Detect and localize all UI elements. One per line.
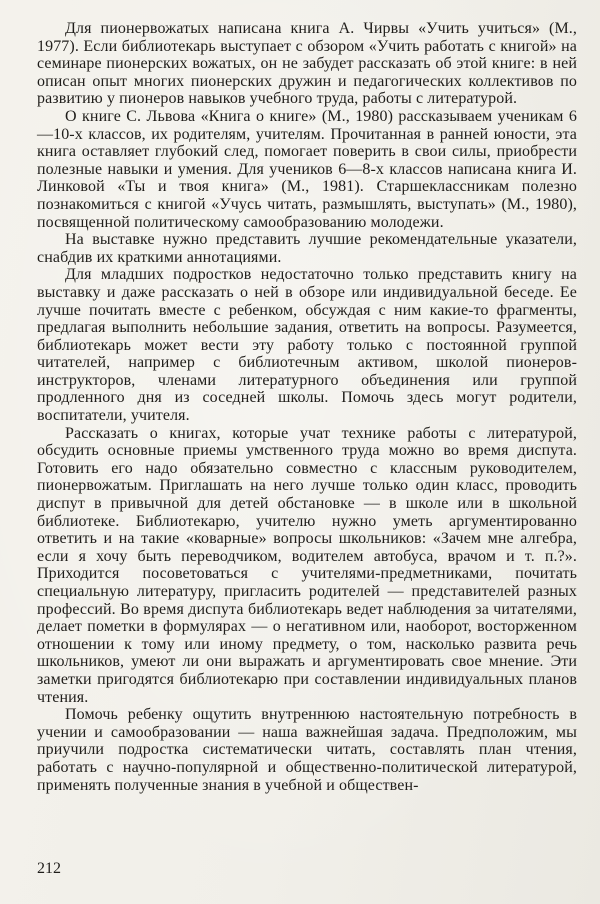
paragraph: Для пионервожатых написана книга А. Чирвы «Учить учиться» (М., 1977). Если библиотекарь выступает с обзором «Учить работать с книгой» на семинаре пионерских вожатых, он не забудет рассказать об этой книге: в ней описан опыт многих пионерских дружин и педагогических коллективов по развитию у пионеров навыков учебного труда, работы с литературой. (37, 20, 577, 108)
paragraph: Рассказать о книгах, которые учат технике работы с литературой, обсудить основные приемы умственного труда можно во время диспута. Готовить его надо обязательно совместно с классным руководителем, пионервожатым. Приглашать на него лучше только один класс, проводить диспут в привычной для детей обстановке — в школе или в школьной библиотеке. Библиотекарю, учителю нужно уметь аргументированно ответить и на такие «коварные» вопросы школьников: «Зачем мне алгебра, если я хочу быть переводчиком, водителем автобуса, врачом и т. п.?». Приходится посоветоваться с учителями-предметниками, почитать специальную литературу, пригласить родителей — представителей разных профессий. Во время диспута библиотекарь ведет наблюдения за читателями, делает пометки в формулярах — о негативном или, наоборот, восторженном отношении к тому или иному предмету, о том, насколько развита речь школьников, умеют ли они выражать и аргументировать свое мнение. Эти заметки пригодятся библиотекарю при составлении индивидуальных планов чтения. (37, 424, 577, 706)
paragraph: На выставке нужно представить лучшие рекомендательные указатели, снабдив их краткими аннотациями. (37, 231, 577, 266)
page-number: 212 (37, 860, 61, 877)
body-text (37, 20, 577, 794)
paragraph: Помочь ребенку ощутить внутреннюю настоятельную потребность в учении и самообразовании — наша важнейшая задача. Предположим, мы приучили подростка систематически читать, составлять план чтения, работать с научно-популярной и общественно-политической литературой, применять полученные знания в учебной и обществен- (37, 706, 577, 794)
paragraph: О книге С. Львова «Книга о книге» (М., 1980) рассказываем ученикам 6—10-х классов, их родителям, учителям. Прочитанная в ранней юности, эта книга оставляет глубокий след, помогает поверить в свои силы, приобрести полезные навыки и умения. Для учеников 6—8-х классов написана книга И. Линковой «Ты и твоя книга» (М., 1981). Старшеклассникам полезно познакомиться с книгой «Учусь читать, размышлять, выступать» (М., 1980), посвященной политическому самообразованию молодежи. (37, 107, 577, 231)
paragraph: Для младших подростков недостаточно только представить книгу на выставку и даже рассказать о ней в обзоре или индивидуальной беседе. Ее лучше почитать вместе с ребенком, обсуждая с ним какие-то фрагменты, предлагая выполнить небольшие задания, ответить на вопросы. Разумеется, библиотекарь может вести эту работу только с постоянной группой читателей, например с библиотечным активом, школой пионеров-инструкторов, членами литературного объединения или группой продленного дня из соседней школы. Помочь здесь могут родители, воспитатели, учителя. (37, 266, 577, 425)
